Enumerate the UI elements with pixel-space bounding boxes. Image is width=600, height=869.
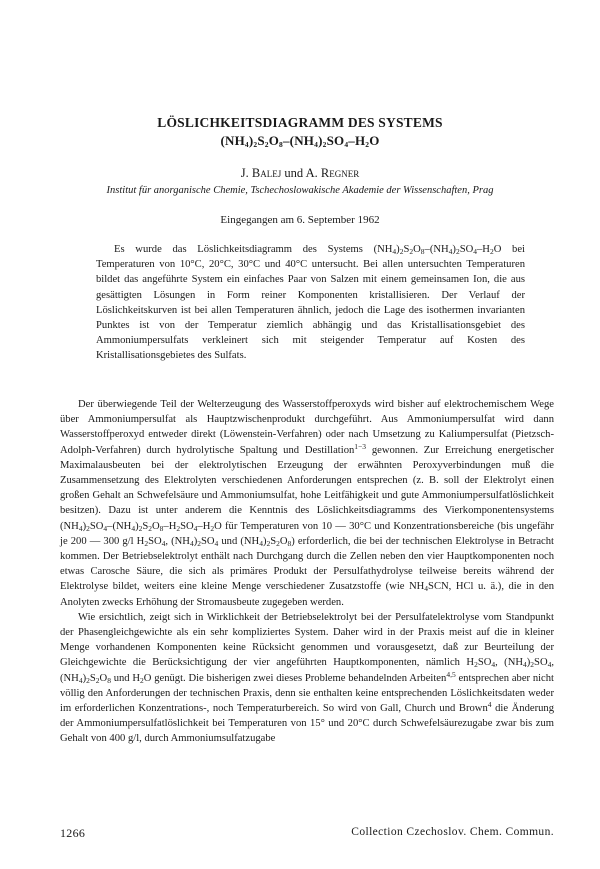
paper-title-line1: LÖSLICHKEITSDIAGRAMM DES SYSTEMS <box>157 115 443 130</box>
paragraph-2: Wie ersichtlich, zeigt sich in Wirklichkeit der Betriebselektrolyt bei der Persulfatelektrolyse vom Standpunkt der Phasengleichgewichte als ein sehr kompliziertes System. Daher wird in der Praxis meist auf die in kleiner Menge vorhandenen Komponenten keine Rücksicht genommen und vorausgesetzt, daß zur Beurteilung der Gleichgewichte die Berücksichtigung der vier angeführten Hauptkomponenten, nämlich $H_2SO_4$, $(NH_4)_2SO_4$, $(NH_4)_2S_2O_8$ und $H_2O$ genügt. Die bisherigen zwei dieses Probleme behandelnden Arbeiten$^{4,5}$ entsprechen aber nicht völlig den Anforderungen der technischen Praxis, denn sie enthalten keine entsprechenden Löslichkeitsdaten weder im erforderlichen Konzentrations-, noch Temperaturbereich. So wird von Gall, Church und Brown$^4$ die Änderung der Ammoniumpersulfatlöslichkeit bei Temperaturen von 15° und 20°C durch Schwefelsäurezugabe zwar bis zum Gehalt von 400 g/l, durch Ammoniumsulfatzugabe <box>60 611 555 745</box>
institute: Institut für anorganische Chemie, Tschechoslowakische Akademie der Wissenschaften, Prag <box>106 185 494 196</box>
authors: J. Balej und A. Regner <box>240 166 360 180</box>
body-text <box>60 397 554 747</box>
received-date: Eingegangen am 6. September 1962 <box>220 214 380 226</box>
abstract: Es wurde das Löslichkeitsdiagramm des Systems $(NH_4)_2S_2O_8-(NH_4)_2SO_4-H_2O$ bei Temperaturen von 10°C, 20°C, 30°C und 40°C untersucht. Bei allen untersuchten Temperaturen bildet das angeführte System ein einfaches Paar von Salzen mit einem gemeinsamen Ion, die aus gesättigten Lösungen in Form reiner Komponenten kristallisieren. Der Verlauf der Löslichkeitskurven ist bei allen Temperaturen ähnlich, jedoch die Lage des isothermen invarianten Punktes ist von der Temperatur ziemlich abhängig und das Kristallisationsgebiet des Ammoniumpersulfats verkleinert sich mit steigender Temperatur auf Kosten des Kristallisationsgebietes des Sulfats. <box>96 244 525 362</box>
paper-title-line2: $(NH_4)_2S_2O_8-(NH_4)_2SO_4-H_2O$ <box>220 133 380 149</box>
journal-name: Collection Czechoslov. Chem. Commun. <box>351 826 554 838</box>
paragraph-1: Der überwiegende Teil der Welterzeugung des Wasserstoffperoxyds wird bisher auf elektrochemischem Wege über Ammoniumpersulfat als Hauptzwischenprodukt durchgeführt. Aus Ammoniumpersulfat wird dann Wasserstoffperoxyd entweder direkt (Löwenstein-Verfahren) oder nach Umsetzung zu Kaliumpersulfat (Pietzsch-Adolph-Verfahren) durch hydrolytische Spaltung und Destillation$^{1-3}$ gewonnen. Zur Erreichung energetischer Maximalausbeuten bei der elektrolytischen Erzeugung der erwähnten Peroxyverbindungen muß die Zusammensetzung des Elektrolyten verschiedenen Anforderungen entsprechen (z. B. soll der Elektrolyt einen großen Gehalt an Schwefelsäure und Ammoniumsulfat, hohe Leitfähigkeit und gute Ammoniumpersulfatlöslichkeit besitzen). Dazu ist unter anderem die Kenntnis des Löslichkeitsdiagramms des Vierkomponentensystems $(NH_4)_2SO_4-(NH_4)_2S_2O_8-H_2SO_4-H_2O$ für Temperaturen von 10 — 30°C und Konzentrationsbereiche (bis ungefähr je 200 — 300 g/l $H_2SO_4$, $(NH_4)_2SO_4$ und $(NH_4)_2S_2O_8$) erforderlich, die bei der technischen Elektrolyse in Betracht kommen. Der Betriebselektrolyt enthält nach Durchgang durch die Zellen neben den vier Hauptkomponenten noch etwas Carosche Säure, die sich als primäres Produkt der Persulfathydrolyse teilweise bereits während der Elektrolyse bildet, weiters eine kleine Menge verschiedener Zusatzstoffe (wie $NH_4SCN$, HCl u. ä.), die in den Anolyten zwecks Erhöhung der Stromausbeute zugegeben werden. <box>60 399 554 608</box>
page-number: 1266 <box>60 826 86 840</box>
